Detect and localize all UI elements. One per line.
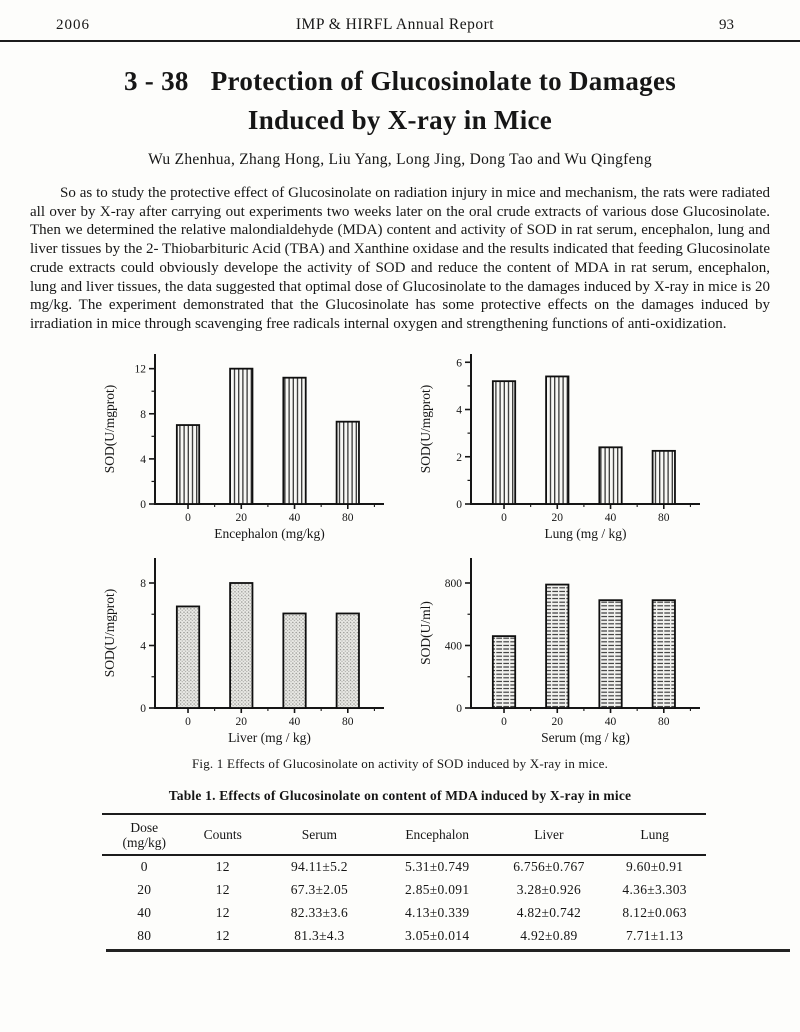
table-row: [102, 879, 706, 902]
y-tick-label: 2: [456, 451, 462, 464]
y-tick-label: 4: [456, 404, 462, 417]
bar-40-mgkg: [599, 600, 621, 708]
table-cell: 12: [215, 882, 230, 898]
x-tick-label: 80: [658, 511, 670, 524]
x-tick-label: 40: [604, 715, 617, 728]
table-row: [102, 855, 706, 879]
x-tick-label: 40: [288, 715, 301, 728]
header-year: 2006: [56, 17, 90, 33]
table-row: [102, 902, 706, 925]
table-header-cell: Encephalon: [380, 814, 495, 855]
article-title-text: Protection of Glucosinolate to Damages: [210, 66, 677, 96]
article-title: [40, 62, 760, 140]
table-cell: 9.60±0.91: [625, 859, 684, 875]
y-tick-label: 6: [456, 356, 462, 369]
article-title-line1: [40, 62, 760, 101]
bar-0-mgkg: [493, 381, 515, 504]
table-header-cell: Lung: [603, 814, 706, 855]
bar-80-mgkg: [337, 421, 359, 503]
table-bottom-rule: [106, 949, 790, 953]
x-tick-label: 40: [604, 511, 617, 524]
figure-caption: Fig. 1 Effects of Glucosinolate on activity of SOD induced by X-ray in mice.: [191, 755, 609, 771]
table-cell: 3.28±0.926: [516, 882, 582, 898]
table-cell: 0: [140, 859, 148, 875]
article-title-line2: Induced by X-ray in Mice: [247, 105, 553, 135]
table-cell: 12: [215, 859, 230, 875]
y-tick-label: 400: [444, 640, 462, 653]
table-head: [102, 814, 706, 855]
y-tick-label: 4: [140, 453, 146, 466]
figure-1-grid: [98, 346, 714, 750]
x-tick-label: 20: [235, 715, 248, 728]
table-cell: 2.85±0.091: [404, 882, 470, 898]
table-cell: 82.33±3.6: [290, 905, 349, 921]
table-cell: 12: [215, 928, 230, 944]
bar-20-mgkg: [546, 584, 568, 707]
table-cell: 4.36±3.303: [622, 882, 687, 898]
table-cell: 81.3±4.3: [294, 928, 345, 944]
table-cell: 67.3±2.05: [290, 882, 349, 898]
table-title: Table 1. Effects of Glucosinolate on content of MDA induced by X-ray in mice: [168, 787, 632, 803]
bar-40-mgkg: [283, 613, 305, 708]
y-tick-label: 800: [444, 577, 462, 590]
y-axis-label: SOD(U/mgprot): [102, 384, 117, 473]
table-header-row: [102, 814, 706, 855]
x-tick-label: 80: [342, 715, 354, 728]
table-body: [102, 855, 706, 948]
chart-lung: [414, 346, 714, 546]
table-cell: 4.92±0.89: [520, 928, 578, 944]
x-tick-label: 40: [288, 511, 301, 524]
y-axis-label: SOD(U/ml): [418, 600, 433, 665]
bar-20-mgkg: [230, 368, 252, 503]
mda-data-table: [102, 813, 706, 948]
chart-encephalon: [98, 346, 398, 546]
y-axis-label: SOD(U/mgprot): [418, 384, 433, 473]
x-tick-label: 0: [185, 511, 191, 524]
table-row: [102, 925, 706, 948]
table-cell: 40: [137, 905, 152, 921]
chart-liver: [98, 550, 398, 750]
table-cell: 8.12±0.063: [622, 905, 687, 921]
abstract-paragraph: So as to study the protective effect of Glucosinolate on radiation injury in mice and mechanism, the rats were radiated all over by X-ray after carrying out experiments two weeks later on the oral crude extracts of various dose Glucosinolate. Then we determined the relative malondialdehyde (MDA) content and activity of SOD in rat serum, encephalon, lung and liver tissues by the 2- Thiobarbituric Acid (TBA) and Xanthine oxidase and the results indicated that feeding Glucosinolate crude extracts could obviously develope the activity of SOD and reduce the content of MDA in rat serum, encephalon, lung and liver tissues, the data suggested that optimal dose of Glucosinolate to the damages induced by X-ray in mice is 20 mg/kg. The experiment demonstrated that the Glucosinolate has some protective effects on the damages induced by irradiation in mice through scavenging free radicals internal oxygen and strengthening functions of anti-oxidization.: [30, 185, 770, 332]
table-header-cell: Liver: [495, 814, 604, 855]
y-tick-label: 0: [140, 498, 146, 511]
bar-80-mgkg: [337, 613, 359, 708]
y-tick-label: 0: [456, 702, 462, 715]
y-tick-label: 8: [140, 577, 146, 590]
chart-serum: [414, 550, 714, 750]
y-tick-label: 0: [456, 498, 462, 511]
table-cell: 12: [215, 905, 230, 921]
y-tick-label: 8: [140, 408, 146, 421]
table-header-cell: Counts: [187, 814, 259, 855]
bar-20-mgkg: [230, 583, 252, 708]
header-journal-title: IMP & HIRFL Annual Report: [295, 16, 495, 33]
bar-40-mgkg: [599, 447, 621, 504]
bar-80-mgkg: [653, 450, 675, 503]
x-tick-label: 80: [658, 715, 670, 728]
x-tick-label: 0: [501, 511, 507, 524]
table-cell: 94.11±5.2: [290, 859, 348, 875]
x-axis-label: Serum (mg / kg): [541, 729, 630, 745]
x-axis-label: Lung (mg / kg): [544, 525, 627, 541]
bar-0-mgkg: [177, 606, 199, 708]
x-tick-label: 0: [185, 715, 191, 728]
table-header-cell: Dose (mg/kg): [102, 814, 187, 855]
bar-0-mgkg: [493, 636, 515, 708]
x-axis-label: Encephalon (mg/kg): [214, 525, 325, 541]
x-tick-label: 20: [551, 715, 564, 728]
table-cell: 3.05±0.014: [404, 928, 470, 944]
table-cell: 5.31±0.749: [404, 859, 470, 875]
article-number: 3 - 38: [123, 66, 189, 96]
bar-20-mgkg: [546, 376, 568, 504]
y-axis-label: SOD(U/mgprot): [102, 588, 117, 677]
y-tick-label: 4: [140, 640, 146, 653]
table-cell: 4.13±0.339: [404, 905, 470, 921]
table-header-cell: Serum: [259, 814, 380, 855]
table-cell: 7.71±1.13: [625, 928, 684, 944]
authors-line: Wu Zhenhua, Zhang Hong, Liu Yang, Long Jing, Dong Tao and Wu Qingfeng: [148, 151, 652, 168]
x-tick-label: 20: [551, 511, 564, 524]
x-tick-label: 80: [342, 511, 354, 524]
x-tick-label: 0: [501, 715, 507, 728]
bar-80-mgkg: [653, 600, 675, 708]
table-cell: 4.82±0.742: [516, 905, 582, 921]
table-cell: 80: [137, 928, 152, 944]
table-cell: 6.756±0.767: [513, 859, 585, 875]
x-tick-label: 20: [235, 511, 248, 524]
y-tick-label: 12: [134, 363, 146, 376]
bar-0-mgkg: [177, 425, 199, 504]
y-tick-label: 0: [140, 702, 146, 715]
page-header: [0, 0, 800, 42]
bar-40-mgkg: [283, 377, 305, 503]
header-page-number: 93: [719, 17, 734, 33]
table-cell: 20: [137, 882, 152, 898]
x-axis-label: Liver (mg / kg): [228, 729, 311, 745]
